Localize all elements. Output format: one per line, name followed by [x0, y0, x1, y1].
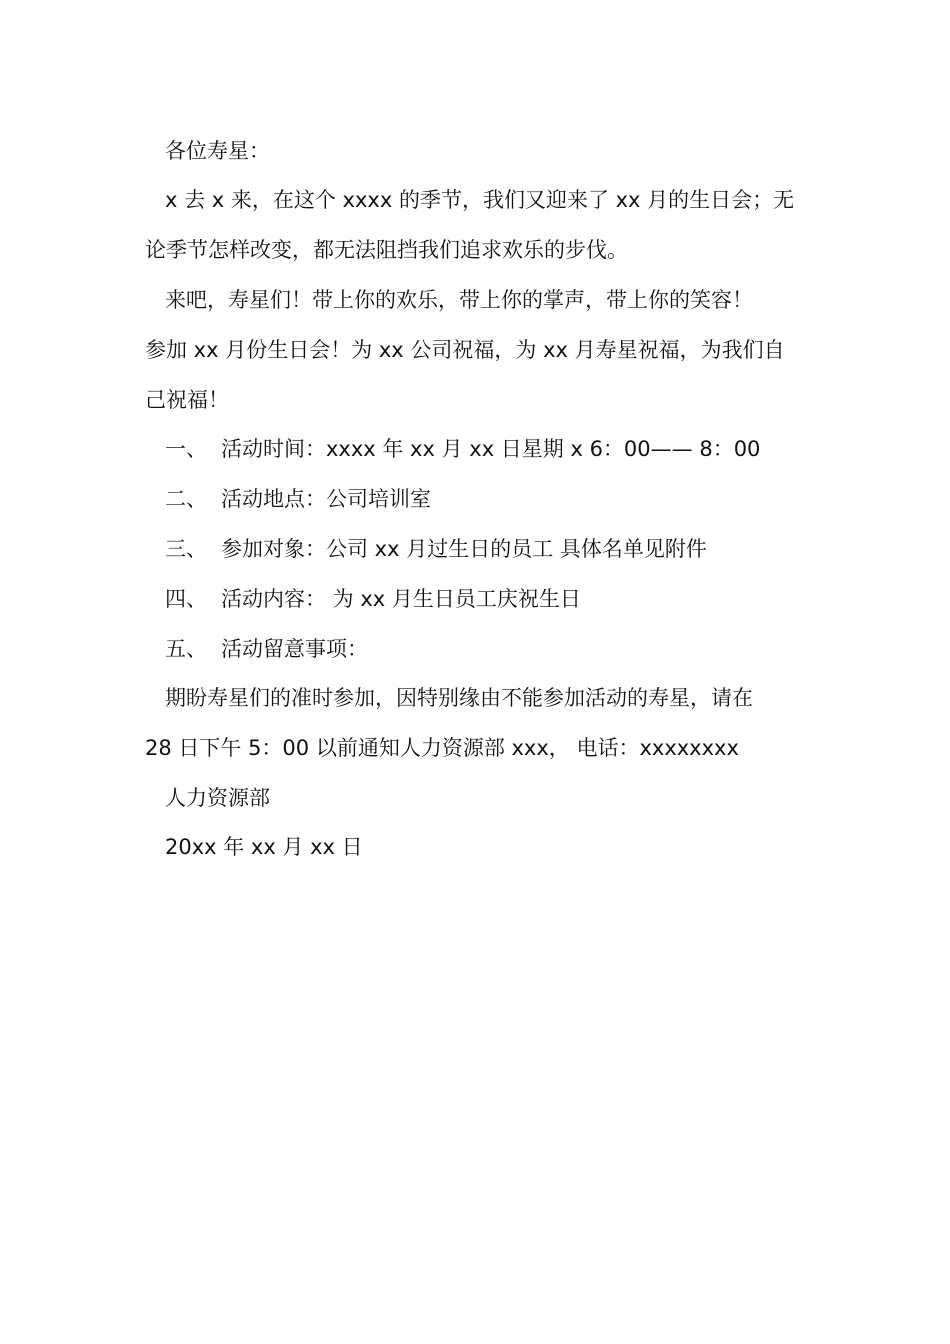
greeting: 各位寿星：: [165, 139, 270, 163]
intro-line-1: x 去 x 来，在这个 xxxx 的季节，我们又迎来了 xx 月的生日会；无: [165, 188, 795, 212]
invite-line-1: 来吧，寿星们！带上你的欢乐，带上你的掌声，带上你的笑容！: [165, 288, 753, 312]
list-item-time: [145, 434, 835, 464]
list-number: 三、: [165, 537, 207, 561]
list-text: 活动地点：公司培训室: [221, 487, 431, 511]
notice-line-1: 期盼寿星们的准时参加，因特别缘由不能参加活动的寿星，请在: [165, 686, 753, 710]
list-text: 参加对象：公司 xx 月过生日的员工 具体名单见附件: [221, 537, 707, 561]
list-item-participants: [145, 534, 835, 564]
list-number: 一、: [165, 437, 207, 461]
intro-line-2: 论季节怎样改变，都无法阻挡我们追求欢乐的步伐。: [145, 238, 628, 262]
list-item-notes: [145, 634, 835, 664]
invite-line-3: 己祝福！: [145, 388, 229, 412]
list-text: 活动内容： 为 xx 月生日员工庆祝生日: [221, 587, 581, 611]
notice-line-2: 28 日下午 5：00 以前通知人力资源部 xxx， 电话：xxxxxxxx: [145, 736, 739, 760]
list-number: 二、: [165, 487, 207, 511]
list-text: 活动时间：xxxx 年 xx 月 xx 日星期 x 6：00—— 8：00: [221, 437, 761, 461]
signature: 人力资源部: [165, 786, 270, 810]
list-text: 活动留意事项：: [221, 637, 368, 661]
list-number: 四、: [165, 587, 207, 611]
list-item-content: [145, 584, 835, 614]
document-date: 20xx 年 xx 月 xx 日: [165, 835, 363, 859]
list-number: 五、: [165, 637, 207, 661]
list-item-location: [145, 484, 835, 514]
invite-line-2: 参加 xx 月份生日会！为 xx 公司祝福，为 xx 月寿星祝福，为我们自: [145, 338, 785, 362]
